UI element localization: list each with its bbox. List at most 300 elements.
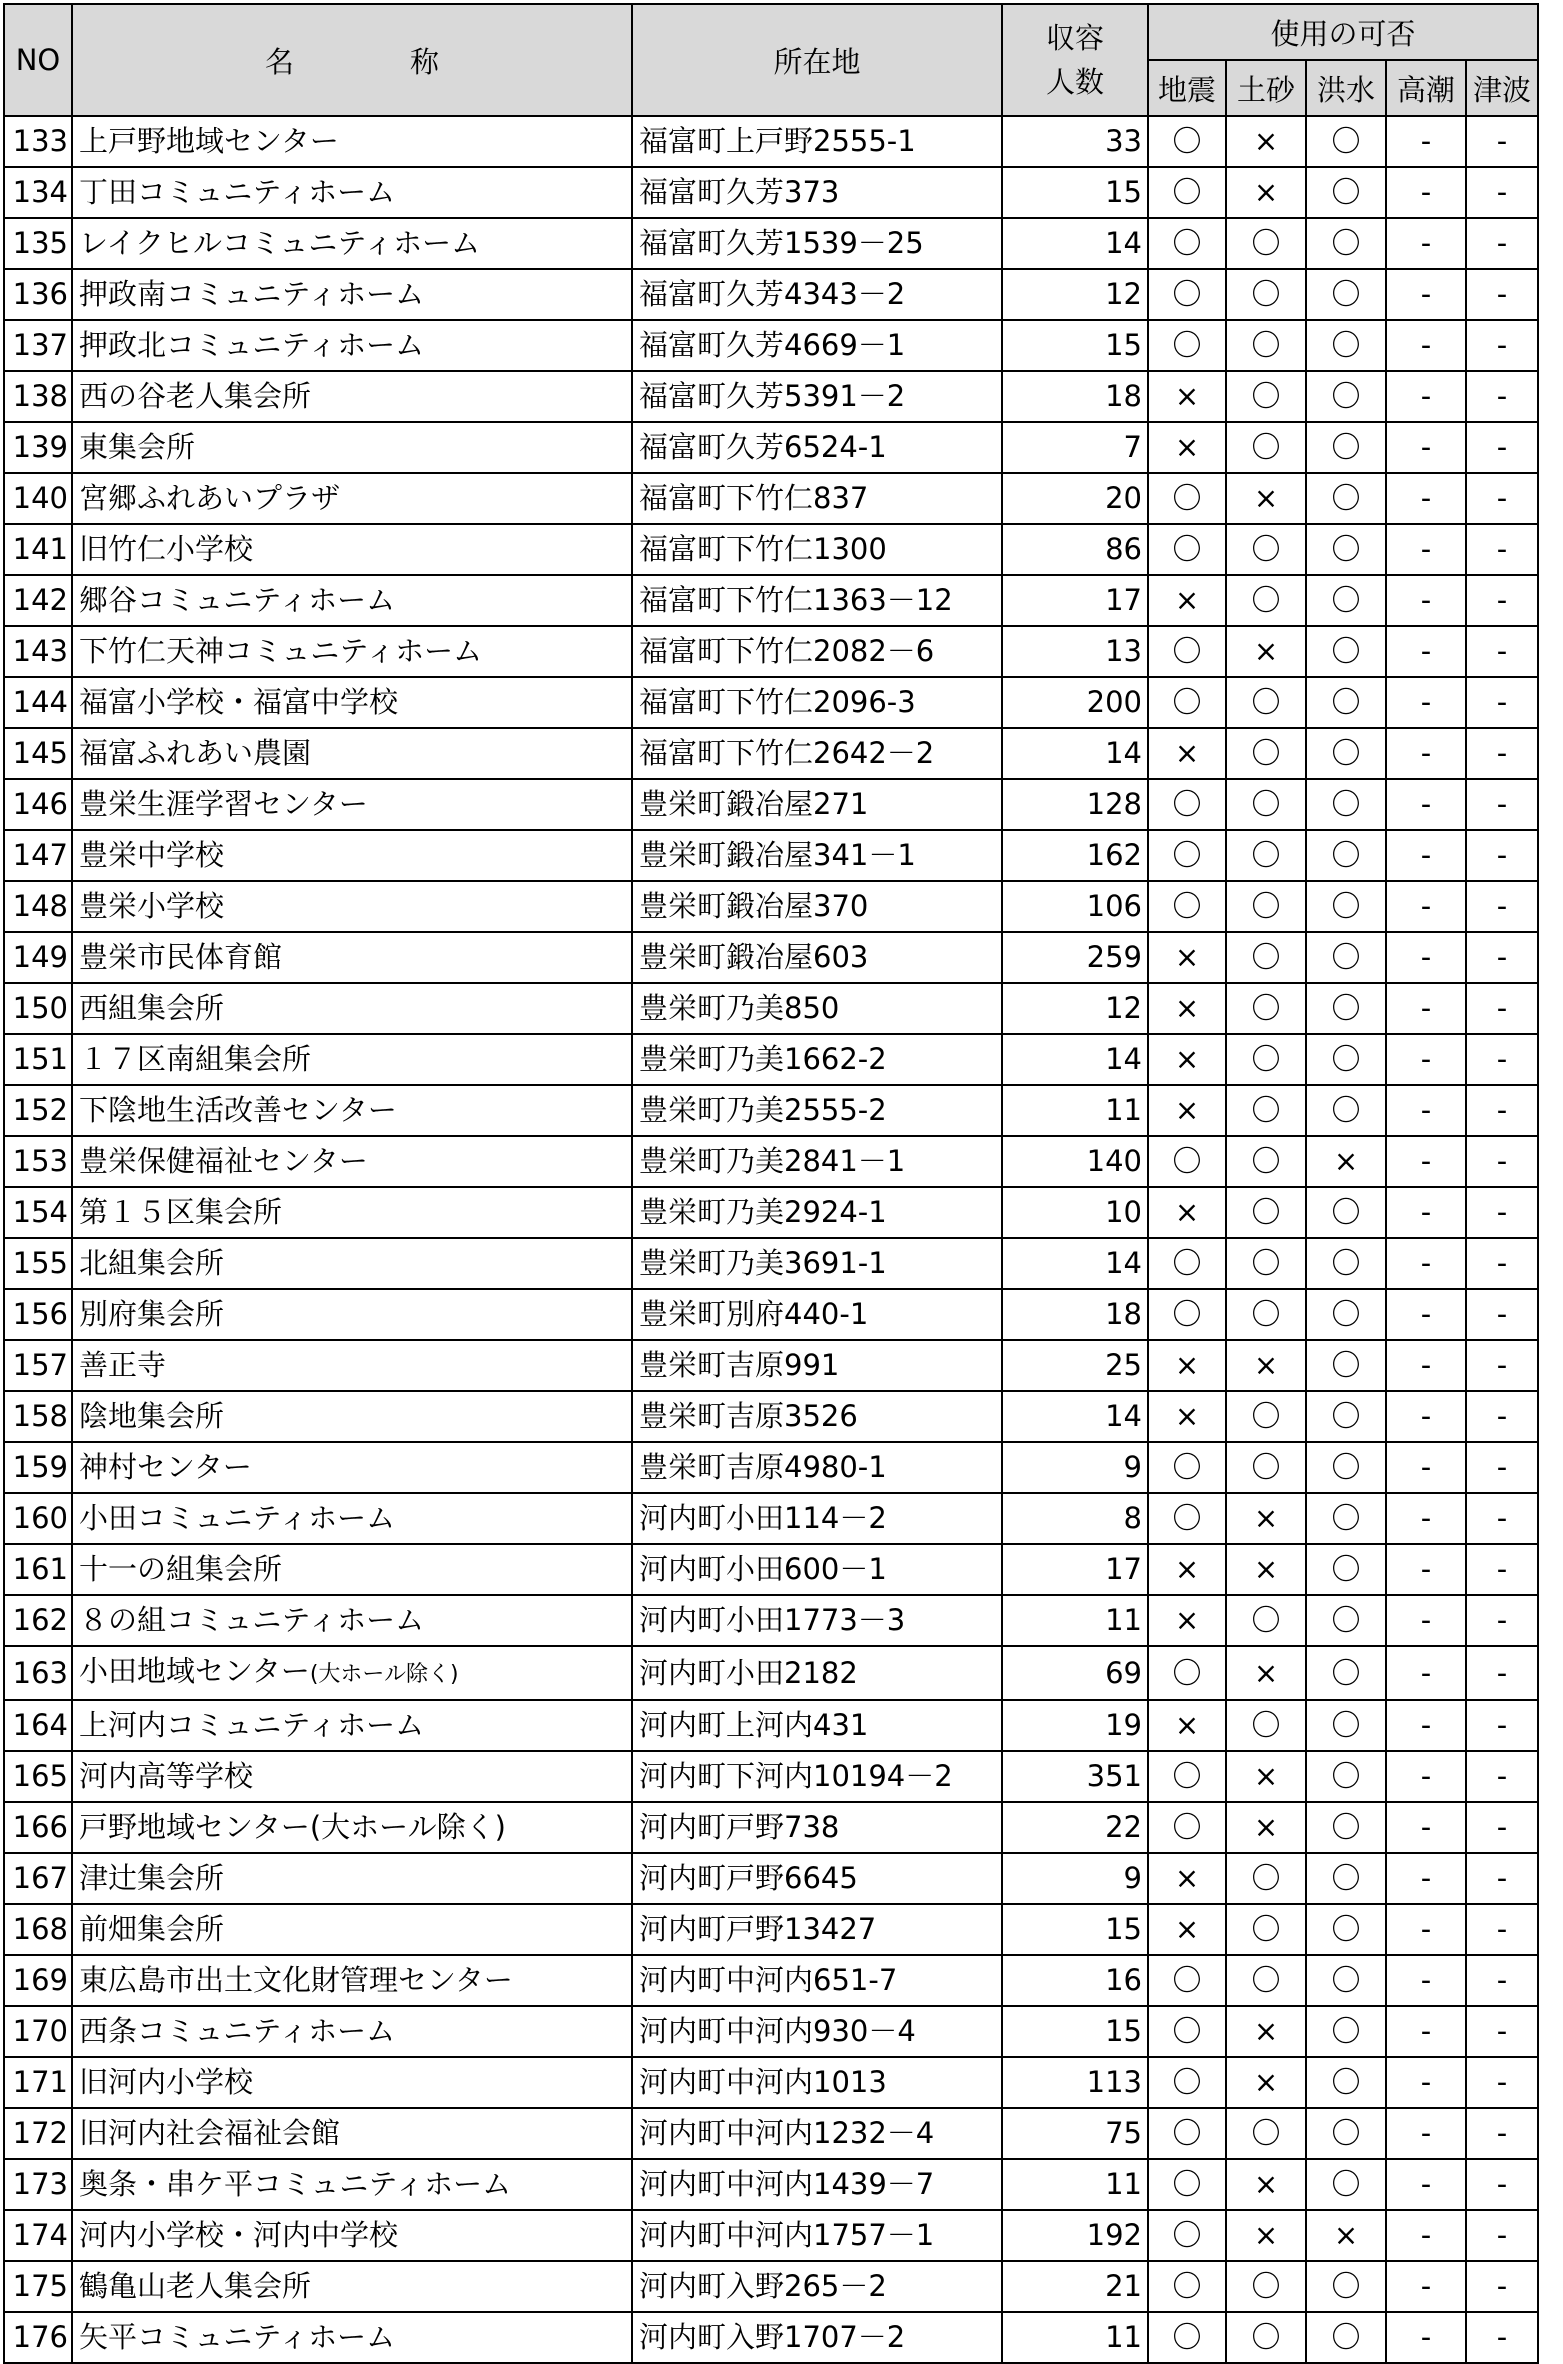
usage-mark-landslide: 〇 <box>1226 1391 1306 1442</box>
table-row <box>4 1442 1538 1493</box>
facility-name-text: 豊栄小学校 <box>79 889 225 923</box>
facility-capacity: 25 <box>1002 1340 1148 1391</box>
usage-mark-flood: 〇 <box>1306 575 1386 626</box>
row-number: 164 <box>4 1700 72 1751</box>
table-row <box>4 1544 1538 1595</box>
facility-name <box>72 422 632 473</box>
facility-capacity: 11 <box>1002 2159 1148 2210</box>
facility-capacity: 18 <box>1002 371 1148 422</box>
usage-mark-earthquake: 〇 <box>1148 677 1226 728</box>
facility-address: 豊栄町吉原4980-1 <box>632 1442 1002 1493</box>
facility-address: 福富町久芳1539－25 <box>632 218 1002 269</box>
table-row <box>4 575 1538 626</box>
usage-mark-flood: 〇 <box>1306 422 1386 473</box>
usage-mark-landslide: × <box>1226 1646 1306 1700</box>
usage-mark-flood: 〇 <box>1306 1442 1386 1493</box>
row-number: 159 <box>4 1442 72 1493</box>
facility-capacity: 11 <box>1002 1085 1148 1136</box>
usage-mark-flood: 〇 <box>1306 320 1386 371</box>
table-row <box>4 2312 1538 2363</box>
table-row <box>4 1085 1538 1136</box>
facility-name-text: レイクヒルコミュニティホーム <box>79 226 481 260</box>
usage-mark-flood: × <box>1306 1136 1386 1187</box>
table-row <box>4 116 1538 167</box>
facility-capacity: 15 <box>1002 1904 1148 1955</box>
usage-mark-tsunami: - <box>1466 1085 1538 1136</box>
usage-mark-flood: 〇 <box>1306 218 1386 269</box>
usage-mark-tsunami: - <box>1466 932 1538 983</box>
usage-mark-earthquake: 〇 <box>1148 218 1226 269</box>
table-row <box>4 2057 1538 2108</box>
usage-mark-landslide: × <box>1226 473 1306 524</box>
usage-mark-flood: 〇 <box>1306 2108 1386 2159</box>
usage-mark-landslide: 〇 <box>1226 1904 1306 1955</box>
facility-name <box>72 1442 632 1493</box>
usage-mark-storm-surge: - <box>1386 2057 1466 2108</box>
usage-mark-landslide: × <box>1226 2057 1306 2108</box>
facility-capacity: 200 <box>1002 677 1148 728</box>
table-row <box>4 524 1538 575</box>
facility-name <box>72 473 632 524</box>
facility-name-text: 福富ふれあい農園 <box>79 736 312 770</box>
table-row <box>4 1136 1538 1187</box>
usage-mark-flood: 〇 <box>1306 1595 1386 1646</box>
row-number: 133 <box>4 116 72 167</box>
usage-mark-earthquake: × <box>1148 983 1226 1034</box>
facility-address: 豊栄町乃美2555-2 <box>632 1085 1002 1136</box>
header-address: 所在地 <box>632 4 1002 116</box>
facility-name <box>72 932 632 983</box>
usage-mark-landslide: 〇 <box>1226 524 1306 575</box>
table-row <box>4 1802 1538 1853</box>
usage-mark-earthquake: × <box>1148 422 1226 473</box>
header-no: NO <box>4 4 72 116</box>
usage-mark-storm-surge: - <box>1386 1751 1466 1802</box>
facility-name-text: 神村センター <box>79 1450 252 1484</box>
facility-name-text: 宮郷ふれあいプラザ <box>79 481 341 515</box>
row-number: 151 <box>4 1034 72 1085</box>
usage-mark-tsunami: - <box>1466 269 1538 320</box>
usage-mark-earthquake: 〇 <box>1148 626 1226 677</box>
facility-address: 豊栄町鍛冶屋341－1 <box>632 830 1002 881</box>
facility-address: 豊栄町別府440-1 <box>632 1289 1002 1340</box>
facility-name-text: 下竹仁天神コミュニティホーム <box>79 634 483 668</box>
row-number: 143 <box>4 626 72 677</box>
facility-name <box>72 524 632 575</box>
usage-mark-tsunami: - <box>1466 1238 1538 1289</box>
usage-mark-earthquake: 〇 <box>1148 830 1226 881</box>
facility-name-text: 押政南コミュニティホーム <box>79 277 425 311</box>
usage-mark-flood: × <box>1306 2210 1386 2261</box>
usage-mark-storm-surge: - <box>1386 881 1466 932</box>
usage-mark-earthquake: 〇 <box>1148 2108 1226 2159</box>
usage-mark-storm-surge: - <box>1386 320 1466 371</box>
usage-mark-tsunami: - <box>1466 881 1538 932</box>
usage-mark-earthquake: 〇 <box>1148 1802 1226 1853</box>
facility-name-text: 別府集会所 <box>79 1297 225 1331</box>
table-row <box>4 2159 1538 2210</box>
usage-mark-storm-surge: - <box>1386 1904 1466 1955</box>
usage-mark-flood: 〇 <box>1306 1187 1386 1238</box>
facility-name <box>72 2057 632 2108</box>
facility-capacity: 14 <box>1002 1391 1148 1442</box>
usage-mark-storm-surge: - <box>1386 167 1466 218</box>
row-number: 161 <box>4 1544 72 1595</box>
facility-name-text: 北組集会所 <box>79 1246 225 1280</box>
usage-mark-storm-surge: - <box>1386 626 1466 677</box>
header-hazard-earthquake: 地震 <box>1148 60 1226 116</box>
usage-mark-landslide: 〇 <box>1226 269 1306 320</box>
usage-mark-tsunami: - <box>1466 1853 1538 1904</box>
usage-mark-flood: 〇 <box>1306 779 1386 830</box>
facility-name-text: １７区南組集会所 <box>79 1042 312 1076</box>
row-number: 145 <box>4 728 72 779</box>
usage-mark-landslide: 〇 <box>1226 830 1306 881</box>
table-row <box>4 1238 1538 1289</box>
facility-name <box>72 1700 632 1751</box>
facility-name <box>72 626 632 677</box>
usage-mark-storm-surge: - <box>1386 473 1466 524</box>
usage-mark-earthquake: 〇 <box>1148 269 1226 320</box>
facility-name <box>72 320 632 371</box>
facility-capacity: 13 <box>1002 626 1148 677</box>
facility-capacity: 8 <box>1002 1493 1148 1544</box>
facility-name-text: 西組集会所 <box>79 991 225 1025</box>
facility-address: 河内町中河内1232－4 <box>632 2108 1002 2159</box>
usage-mark-storm-surge: - <box>1386 1340 1466 1391</box>
facility-name-text: 善正寺 <box>79 1348 167 1382</box>
facility-capacity: 19 <box>1002 1700 1148 1751</box>
usage-mark-flood: 〇 <box>1306 728 1386 779</box>
usage-mark-tsunami: - <box>1466 677 1538 728</box>
usage-mark-tsunami: - <box>1466 728 1538 779</box>
facility-address: 豊栄町乃美3691-1 <box>632 1238 1002 1289</box>
usage-mark-earthquake: × <box>1148 371 1226 422</box>
usage-mark-storm-surge: - <box>1386 932 1466 983</box>
usage-mark-earthquake: 〇 <box>1148 473 1226 524</box>
facility-address: 河内町中河内930－4 <box>632 2006 1002 2057</box>
usage-mark-flood: 〇 <box>1306 2006 1386 2057</box>
row-number: 136 <box>4 269 72 320</box>
row-number: 155 <box>4 1238 72 1289</box>
usage-mark-earthquake: 〇 <box>1148 779 1226 830</box>
usage-mark-earthquake: 〇 <box>1148 1442 1226 1493</box>
usage-mark-tsunami: - <box>1466 1802 1538 1853</box>
facility-name-text: 下陰地生活改善センター <box>79 1093 397 1127</box>
facility-capacity: 162 <box>1002 830 1148 881</box>
table-body <box>4 116 1538 2363</box>
usage-mark-storm-surge: - <box>1386 1544 1466 1595</box>
facility-capacity: 9 <box>1002 1442 1148 1493</box>
facility-address: 豊栄町乃美2924-1 <box>632 1187 1002 1238</box>
usage-mark-tsunami: - <box>1466 1751 1538 1802</box>
facility-address: 河内町戸野738 <box>632 1802 1002 1853</box>
facility-capacity: 351 <box>1002 1751 1148 1802</box>
facility-address: 福富町久芳6524-1 <box>632 422 1002 473</box>
table-row <box>4 2108 1538 2159</box>
usage-mark-tsunami: - <box>1466 524 1538 575</box>
table-row <box>4 422 1538 473</box>
usage-mark-flood: 〇 <box>1306 1802 1386 1853</box>
usage-mark-landslide: 〇 <box>1226 1595 1306 1646</box>
usage-mark-tsunami: - <box>1466 983 1538 1034</box>
usage-mark-flood: 〇 <box>1306 1289 1386 1340</box>
facility-name <box>72 371 632 422</box>
facility-name-text: 郷谷コミュニティホーム <box>79 583 396 617</box>
usage-mark-flood: 〇 <box>1306 473 1386 524</box>
facility-name <box>72 218 632 269</box>
row-number: 149 <box>4 932 72 983</box>
usage-mark-landslide: × <box>1226 2006 1306 2057</box>
row-number: 162 <box>4 1595 72 1646</box>
usage-mark-tsunami: - <box>1466 2159 1538 2210</box>
usage-mark-flood: 〇 <box>1306 932 1386 983</box>
table-row <box>4 1340 1538 1391</box>
table-row <box>4 1955 1538 2006</box>
usage-mark-earthquake: 〇 <box>1148 1136 1226 1187</box>
table-row <box>4 1700 1538 1751</box>
row-number: 173 <box>4 2159 72 2210</box>
facility-address: 豊栄町乃美2841－1 <box>632 1136 1002 1187</box>
row-number: 144 <box>4 677 72 728</box>
usage-mark-storm-surge: - <box>1386 728 1466 779</box>
facility-capacity: 22 <box>1002 1802 1148 1853</box>
usage-mark-earthquake: × <box>1148 1187 1226 1238</box>
facility-address: 豊栄町吉原3526 <box>632 1391 1002 1442</box>
row-number: 169 <box>4 1955 72 2006</box>
facility-address: 福富町下竹仁837 <box>632 473 1002 524</box>
facility-capacity: 14 <box>1002 728 1148 779</box>
usage-mark-flood: 〇 <box>1306 1955 1386 2006</box>
row-number: 175 <box>4 2261 72 2312</box>
facility-name-text: 鶴亀山老人集会所 <box>79 2269 312 2303</box>
usage-mark-landslide: × <box>1226 167 1306 218</box>
row-number: 135 <box>4 218 72 269</box>
facility-capacity: 259 <box>1002 932 1148 983</box>
usage-mark-landslide: 〇 <box>1226 779 1306 830</box>
facility-capacity: 192 <box>1002 2210 1148 2261</box>
usage-mark-earthquake: 〇 <box>1148 2261 1226 2312</box>
usage-mark-earthquake: × <box>1148 932 1226 983</box>
table-row <box>4 371 1538 422</box>
facility-name-text: 旧河内小学校 <box>79 2065 254 2099</box>
usage-mark-landslide: 〇 <box>1226 1442 1306 1493</box>
facility-address: 豊栄町鍛冶屋370 <box>632 881 1002 932</box>
facility-name <box>72 1085 632 1136</box>
facility-capacity: 140 <box>1002 1136 1148 1187</box>
usage-mark-landslide: 〇 <box>1226 1136 1306 1187</box>
usage-mark-tsunami: - <box>1466 320 1538 371</box>
usage-mark-flood: 〇 <box>1306 1904 1386 1955</box>
usage-mark-flood: 〇 <box>1306 269 1386 320</box>
usage-mark-earthquake: × <box>1148 575 1226 626</box>
table-row <box>4 320 1538 371</box>
usage-mark-flood: 〇 <box>1306 881 1386 932</box>
header-capacity-line1: 収容 <box>1045 21 1104 55</box>
facility-address: 河内町小田1773－3 <box>632 1595 1002 1646</box>
facility-address: 福富町久芳5391－2 <box>632 371 1002 422</box>
facility-name-note: (大ホール除く) <box>309 1662 459 1687</box>
facility-capacity: 17 <box>1002 1544 1148 1595</box>
usage-mark-tsunami: - <box>1466 218 1538 269</box>
usage-mark-storm-surge: - <box>1386 1442 1466 1493</box>
header-name: 名 称 <box>72 4 632 116</box>
usage-mark-earthquake: × <box>1148 728 1226 779</box>
facility-capacity: 113 <box>1002 2057 1148 2108</box>
usage-mark-storm-surge: - <box>1386 1595 1466 1646</box>
table-header <box>4 4 1538 116</box>
usage-mark-storm-surge: - <box>1386 218 1466 269</box>
usage-mark-flood: 〇 <box>1306 116 1386 167</box>
header-capacity <box>1002 4 1148 116</box>
table-row <box>4 167 1538 218</box>
row-number: 153 <box>4 1136 72 1187</box>
usage-mark-tsunami: - <box>1466 1340 1538 1391</box>
usage-mark-tsunami: - <box>1466 1391 1538 1442</box>
facility-capacity: 106 <box>1002 881 1148 932</box>
usage-mark-storm-surge: - <box>1386 2108 1466 2159</box>
facility-name-text: 豊栄市民体育館 <box>79 940 283 974</box>
table-row <box>4 1289 1538 1340</box>
usage-mark-landslide: 〇 <box>1226 1853 1306 1904</box>
usage-mark-earthquake: 〇 <box>1148 1289 1226 1340</box>
usage-mark-storm-surge: - <box>1386 2261 1466 2312</box>
facility-name-text: 戸野地域センター(大ホール除く) <box>79 1810 506 1844</box>
facility-name <box>72 983 632 1034</box>
usage-mark-tsunami: - <box>1466 422 1538 473</box>
facility-address: 河内町戸野6645 <box>632 1853 1002 1904</box>
facility-name <box>72 677 632 728</box>
facility-capacity: 14 <box>1002 1034 1148 1085</box>
facility-address: 河内町中河内651-7 <box>632 1955 1002 2006</box>
table-row <box>4 269 1538 320</box>
facility-name <box>72 779 632 830</box>
facility-name <box>72 1034 632 1085</box>
facility-address: 河内町下河内10194－2 <box>632 1751 1002 1802</box>
usage-mark-earthquake: 〇 <box>1148 2006 1226 2057</box>
usage-mark-landslide: 〇 <box>1226 728 1306 779</box>
facility-capacity: 128 <box>1002 779 1148 830</box>
usage-mark-tsunami: - <box>1466 830 1538 881</box>
usage-mark-storm-surge: - <box>1386 269 1466 320</box>
facility-name <box>72 1544 632 1595</box>
usage-mark-storm-surge: - <box>1386 1289 1466 1340</box>
facility-name <box>72 1136 632 1187</box>
usage-mark-flood: 〇 <box>1306 2057 1386 2108</box>
usage-mark-earthquake: 〇 <box>1148 116 1226 167</box>
usage-mark-storm-surge: - <box>1386 1853 1466 1904</box>
usage-mark-landslide: 〇 <box>1226 1238 1306 1289</box>
facility-name-text: 旧河内社会福祉会館 <box>79 2116 341 2150</box>
usage-mark-flood: 〇 <box>1306 1853 1386 1904</box>
usage-mark-tsunami: - <box>1466 1034 1538 1085</box>
facility-name <box>72 1853 632 1904</box>
usage-mark-storm-surge: - <box>1386 2006 1466 2057</box>
usage-mark-storm-surge: - <box>1386 116 1466 167</box>
usage-mark-landslide: × <box>1226 1802 1306 1853</box>
usage-mark-landslide: 〇 <box>1226 1085 1306 1136</box>
facility-capacity: 16 <box>1002 1955 1148 2006</box>
usage-mark-landslide: 〇 <box>1226 1955 1306 2006</box>
facility-name <box>72 116 632 167</box>
table-row <box>4 983 1538 1034</box>
usage-mark-tsunami: - <box>1466 1544 1538 1595</box>
usage-mark-landslide: × <box>1226 1340 1306 1391</box>
usage-mark-landslide: 〇 <box>1226 2312 1306 2363</box>
usage-mark-storm-surge: - <box>1386 677 1466 728</box>
facility-name-text: 上戸野地域センター <box>79 124 339 158</box>
usage-mark-storm-surge: - <box>1386 1391 1466 1442</box>
usage-mark-earthquake: × <box>1148 1034 1226 1085</box>
row-number: 146 <box>4 779 72 830</box>
usage-mark-landslide: × <box>1226 1544 1306 1595</box>
facility-name-text: 河内高等学校 <box>79 1759 254 1793</box>
usage-mark-earthquake: 〇 <box>1148 1493 1226 1544</box>
facility-capacity: 11 <box>1002 1595 1148 1646</box>
row-number: 148 <box>4 881 72 932</box>
facility-address: 河内町入野1707－2 <box>632 2312 1002 2363</box>
usage-mark-landslide: 〇 <box>1226 983 1306 1034</box>
facility-name <box>72 1904 632 1955</box>
facility-name-text: 第１５区集会所 <box>79 1195 283 1229</box>
table-row <box>4 2261 1538 2312</box>
facility-capacity: 12 <box>1002 983 1148 1034</box>
usage-mark-storm-surge: - <box>1386 830 1466 881</box>
facility-capacity: 75 <box>1002 2108 1148 2159</box>
usage-mark-earthquake: 〇 <box>1148 524 1226 575</box>
usage-mark-flood: 〇 <box>1306 2312 1386 2363</box>
usage-mark-tsunami: - <box>1466 2006 1538 2057</box>
facility-capacity: 17 <box>1002 575 1148 626</box>
facility-address: 河内町小田600－1 <box>632 1544 1002 1595</box>
facility-address: 福富町久芳373 <box>632 167 1002 218</box>
usage-mark-tsunami: - <box>1466 1136 1538 1187</box>
usage-mark-storm-surge: - <box>1386 575 1466 626</box>
usage-mark-landslide: × <box>1226 2159 1306 2210</box>
facility-name-text: 旧竹仁小学校 <box>79 532 254 566</box>
usage-mark-earthquake: × <box>1148 1085 1226 1136</box>
facility-address: 福富町下竹仁2096-3 <box>632 677 1002 728</box>
facility-address: 福富町上戸野2555-1 <box>632 116 1002 167</box>
facility-address: 福富町下竹仁2642－2 <box>632 728 1002 779</box>
usage-mark-flood: 〇 <box>1306 1751 1386 1802</box>
usage-mark-tsunami: - <box>1466 1700 1538 1751</box>
header-hazard-flood: 洪水 <box>1306 60 1386 116</box>
usage-mark-landslide: 〇 <box>1226 1034 1306 1085</box>
table-row <box>4 1391 1538 1442</box>
facility-address: 福富町下竹仁1300 <box>632 524 1002 575</box>
facility-capacity: 12 <box>1002 269 1148 320</box>
usage-mark-tsunami: - <box>1466 2261 1538 2312</box>
facility-name-text: 十一の組集会所 <box>79 1552 283 1586</box>
facility-capacity: 69 <box>1002 1646 1148 1700</box>
facility-address: 河内町入野265－2 <box>632 2261 1002 2312</box>
row-number: 168 <box>4 1904 72 1955</box>
facility-capacity: 9 <box>1002 1853 1148 1904</box>
table-row <box>4 218 1538 269</box>
usage-mark-landslide: 〇 <box>1226 1700 1306 1751</box>
facility-name-text: 陰地集会所 <box>79 1399 225 1433</box>
usage-mark-earthquake: × <box>1148 1904 1226 1955</box>
facility-name <box>72 1493 632 1544</box>
usage-mark-landslide: 〇 <box>1226 218 1306 269</box>
table-row <box>4 677 1538 728</box>
row-number: 166 <box>4 1802 72 1853</box>
usage-mark-storm-surge: - <box>1386 983 1466 1034</box>
usage-mark-flood: 〇 <box>1306 1391 1386 1442</box>
usage-mark-flood: 〇 <box>1306 371 1386 422</box>
usage-mark-tsunami: - <box>1466 779 1538 830</box>
